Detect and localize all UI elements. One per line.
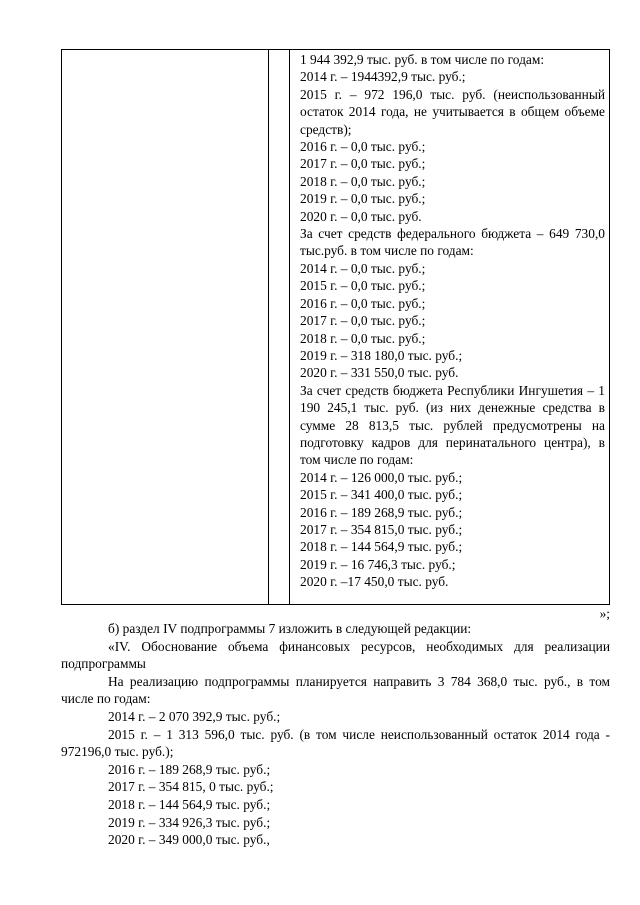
table-line: 2018 г. – 0,0 тыс. руб.; bbox=[300, 330, 426, 346]
financing-cell bbox=[295, 50, 609, 591]
table-line: 2014 г. – 126 000,0 тыс. руб.; bbox=[300, 469, 463, 485]
paragraph-total: На реализацию подпрограммы планируется направить 3 784 368,0 тыс. руб., в том числе по годам: bbox=[61, 673, 610, 707]
table-paragraph-republic: За счет средств бюджета Республики Ингушетия – 1 190 245,1 тыс. руб. (из них денежные средства в сумме 28 813,5 тыс. рублей предусмотрены на подготовку кадров для перинатального центра), в том числе по годам: bbox=[300, 382, 605, 468]
table-paragraph-federal: За счет средств федерального бюджета – 649 730,0 тыс.руб. в том числе по годам: bbox=[300, 226, 605, 259]
financing-table bbox=[61, 49, 610, 605]
section-heading: «IV. Обоснование объема финансовых ресурсов, необходимых для реализации подпрограммы bbox=[61, 638, 610, 672]
table-line: 2020 г. – 331 550,0 тыс. руб. bbox=[300, 365, 459, 381]
year-line: 2016 г. – 189 268,9 тыс. руб.; bbox=[108, 761, 271, 777]
table-line: 2017 г. – 0,0 тыс. руб.; bbox=[300, 313, 426, 329]
year-line: 2019 г. – 334 926,3 тыс. руб.; bbox=[108, 814, 271, 830]
table-line: 2016 г. – 0,0 тыс. руб.; bbox=[300, 295, 426, 311]
table-line: 2019 г. – 16 746,3 тыс. руб.; bbox=[300, 556, 456, 572]
paragraph-amendment: б) раздел IV подпрограммы 7 изложить в следующей редакции: bbox=[108, 621, 472, 636]
table-line: 2019 г. – 318 180,0 тыс. руб.; bbox=[300, 347, 463, 363]
table-line: 2018 г. – 144 564,9 тыс. руб.; bbox=[300, 539, 463, 555]
table-line: 2014 г. – 0,0 тыс. руб.; bbox=[300, 260, 426, 276]
table-line: 2019 г. – 0,0 тыс. руб.; bbox=[300, 191, 426, 207]
year-line: 2017 г. – 354 815, 0 тыс. руб.; bbox=[108, 779, 274, 795]
table-line: 2015 г. – 0,0 тыс. руб.; bbox=[300, 278, 426, 294]
year-line: 2020 г. – 349 000,0 тыс. руб., bbox=[108, 832, 270, 848]
table-paragraph-2015: 2015 г. – 972 196,0 тыс. руб. (неиспользованный остаток 2014 года, не учитывается в общем объеме средств); bbox=[300, 86, 605, 137]
table-line: 2016 г. – 189 268,9 тыс. руб.; bbox=[300, 504, 463, 520]
table-column-divider bbox=[289, 50, 290, 604]
table-line: 2020 г. – 0,0 тыс. руб. bbox=[300, 208, 422, 224]
table-line: 1 944 392,9 тыс. руб. в том числе по годам: bbox=[300, 52, 545, 67]
table-line: 2016 г. – 0,0 тыс. руб.; bbox=[300, 139, 426, 155]
table-line: 2017 г. – 354 815,0 тыс. руб.; bbox=[300, 521, 463, 537]
table-column-divider bbox=[268, 50, 269, 604]
body-text bbox=[61, 620, 610, 849]
table-line: 2020 г. –17 450,0 тыс. руб. bbox=[300, 574, 449, 590]
year-line-2015: 2015 г. – 1 313 596,0 тыс. руб. (в том числе неиспользованный остаток 2014 года - 972196,0 тыс. руб.); bbox=[61, 726, 610, 760]
closing-quote: »; bbox=[599, 606, 610, 621]
table-line: 2017 г. – 0,0 тыс. руб.; bbox=[300, 156, 426, 172]
table-line: 2015 г. – 341 400,0 тыс. руб.; bbox=[300, 487, 463, 503]
table-line: 2014 г. – 1944392,9 тыс. руб.; bbox=[300, 69, 466, 85]
year-line: 2018 г. – 144 564,9 тыс. руб.; bbox=[108, 796, 271, 812]
table-line: 2018 г. – 0,0 тыс. руб.; bbox=[300, 173, 426, 189]
year-line: 2014 г. – 2 070 392,9 тыс. руб.; bbox=[108, 708, 281, 724]
